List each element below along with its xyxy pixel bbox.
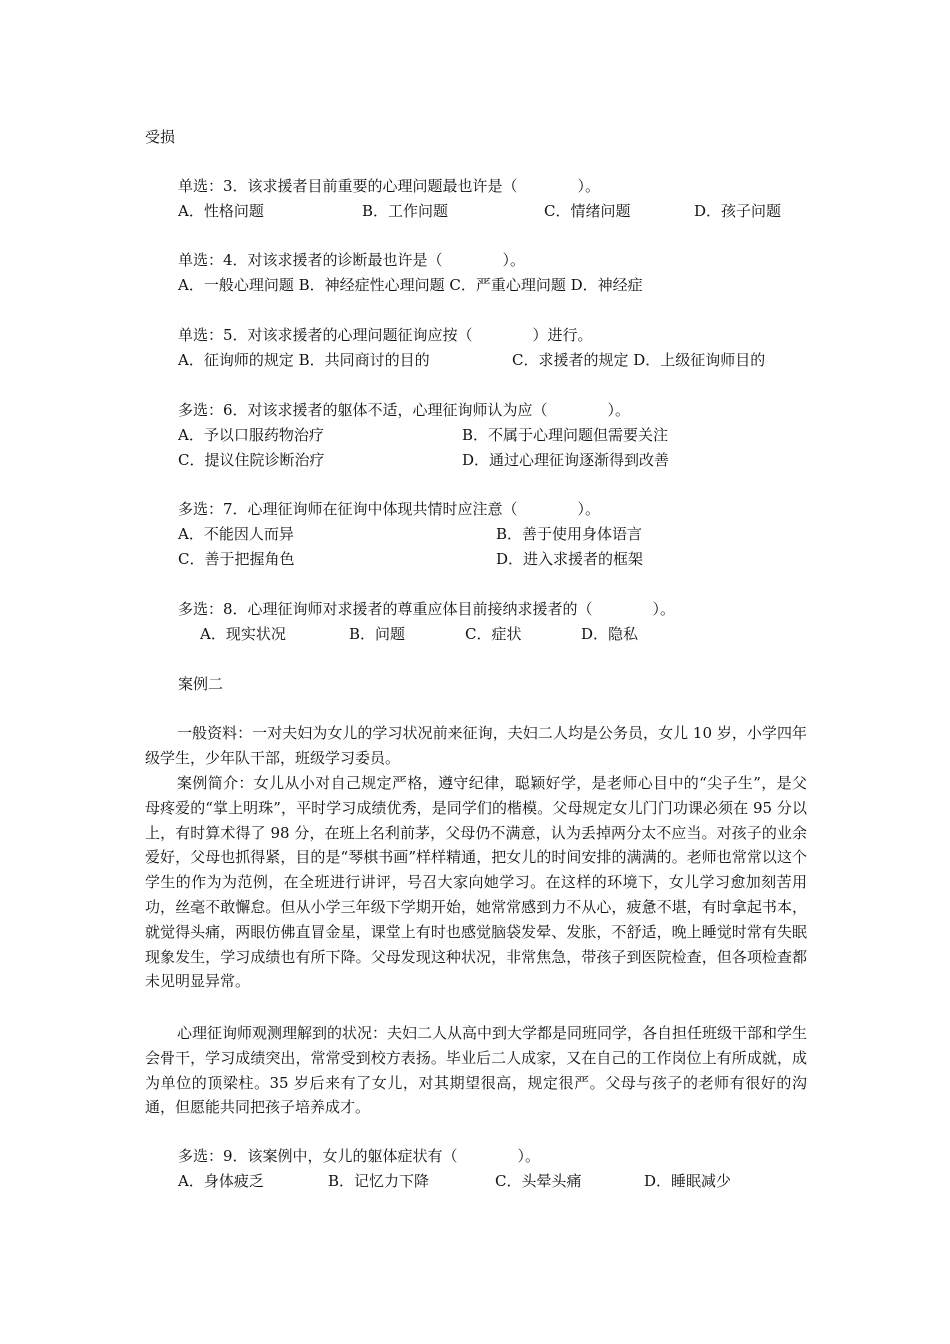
question-6-option-c: C．提议住院诊断治疗 (178, 451, 325, 469)
question-9-option-b: B．记忆力下降 (328, 1172, 430, 1190)
question-7-stem: 多选：7．心理征询师在征询中体现共情时应注意（ ）。 (178, 500, 601, 518)
question-4-stem: 单选：4．对该求援者的诊断最也许是（ ）。 (178, 251, 526, 269)
question-9-option-a: A．身体疲乏 (178, 1172, 264, 1190)
question-3-stem: 单选：3．该求援者目前重要的心理问题最也许是（ ）。 (178, 177, 601, 195)
question-8-option-d: D．隐私 (581, 625, 639, 643)
question-8-stem: 多选：8．心理征询师对求援者的尊重应体目前接纳求援者的（ ）。 (178, 600, 676, 618)
question-8-option-c: C．症状 (465, 625, 522, 643)
question-7-option-c: C．善于把握角色 (178, 550, 295, 568)
question-3-option-d: D．孩子问题 (694, 202, 782, 220)
question-6-option-b: B．不属于心理问题但需要关注 (462, 426, 669, 444)
case-2-observation: 心理征询师观测理解到的状况：夫妇二人从高中到大学都是同班同学，各自担任班级干部和学生会骨干，学习成绩突出，常常受到校方表扬。毕业后二人成家，又在自己的工作岗位上有所成就，成为单位的顶梁柱。35 岁后来有了女儿，对其期望很高，规定很严。父母与孩子的老师有很好的沟通，但愿能共同把孩子培养成才。 (145, 1024, 808, 1117)
question-3-option-a: A．性格问题 (178, 202, 264, 220)
question-4-options: A．一般心理问题 B．神经症性心理问题 C．严重心理问题 D．神经症 (178, 276, 643, 294)
question-7-option-d: D．进入求援者的框架 (496, 550, 644, 568)
question-8-option-a: A．现实状况 (200, 625, 286, 643)
question-6-stem: 多选：6．对该求援者的躯体不适，心理征询师认为应（ ）。 (178, 401, 631, 419)
question-8-option-b: B．问题 (349, 625, 406, 643)
question-7-option-b: B．善于使用身体语言 (496, 525, 643, 543)
top-fragment: 受损 (145, 128, 176, 146)
question-5-options-right: C．求援者的规定 D．上级征询师目的 (512, 351, 766, 369)
case-2-introduction: 案例简介：女儿从小对自己规定严格，遵守纪律，聪颖好学，是老师心目中的“尖子生”，是父母疼爱的“掌上明珠”，平时学习成绩优秀，是同学们的楷模。父母规定女儿门门功课必须在 95 分以上，有时算术得了 98 分，在班上名利前茅，父母仍不满意，认为丢掉两分太不应当。对孩子的业余爱好，父母也抓得紧，目的是“琴棋书画”样样精通，把女儿的时间安排的满满的。老师也常常以这个学生的作为为范例，在全班进行讲评，号召大家向她学习。在这样的环境下，女儿学习愈加刻苦用功，丝毫不敢懈怠。但从小学三年级下学期开始，她常常感到力不从心，疲惫不堪，有时拿起书本，就觉得头痛，两眼仿佛直冒金星，课堂上有时也感觉脑袋发晕、发胀，不舒适，晚上睡觉时常有失眠现象发生，学习成绩也有所下降。父母发现这种状况，非常焦急，带孩子到医院检查，但各项检查都未见明显异常。 (145, 774, 807, 991)
question-3-option-c: C．情绪问题 (544, 202, 631, 220)
question-5-options-left: A．征询师的规定 B．共同商讨的目的 (178, 351, 430, 369)
question-5-stem: 单选：5．对该求援者的心理问题征询应按（ ）进行。 (178, 326, 593, 344)
question-6-option-d: D．通过心理征询逐渐得到改善 (462, 451, 670, 469)
question-9-option-d: D．睡眠减少 (644, 1172, 732, 1190)
question-6-option-a: A．予以口服药物治疗 (178, 426, 324, 444)
case-2-general-info: 一般资料：一对夫妇为女儿的学习状况前来征询，夫妇二人均是公务员，女儿 10 岁，小学四年级学生，少年队干部，班级学习委员。 (145, 724, 807, 767)
question-3-option-b: B．工作问题 (362, 202, 449, 220)
question-7-option-a: A．不能因人而异 (178, 525, 294, 543)
question-9-option-c: C．头晕头痛 (495, 1172, 582, 1190)
case-2-heading: 案例二 (178, 675, 224, 693)
question-9-stem: 多选：9．该案例中，女儿的躯体症状有（ ）。 (178, 1147, 541, 1165)
